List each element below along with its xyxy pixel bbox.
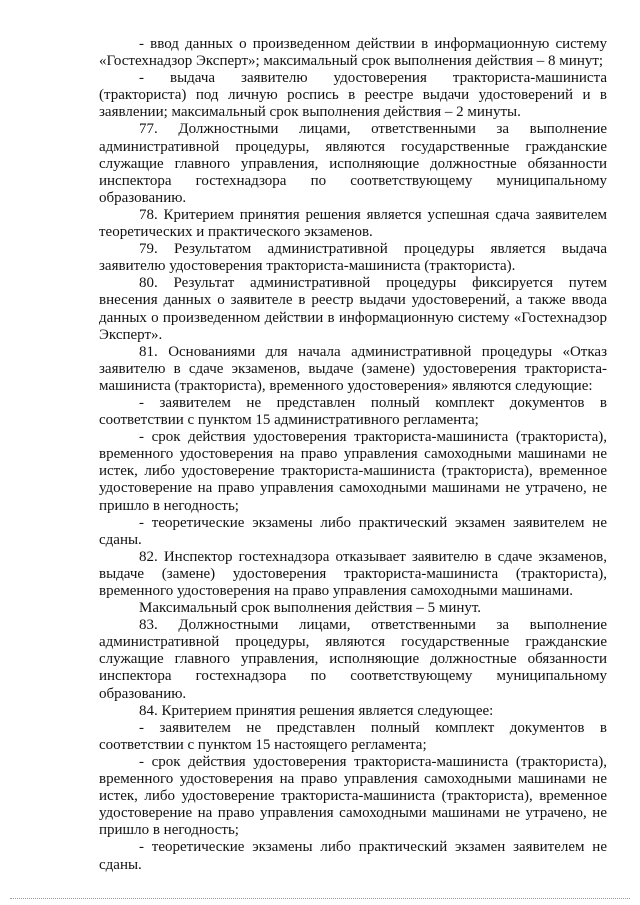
paragraph-84-bullet-validity: - срок действия удостоверения тракториста-машиниста (тракториста), временного удостоверения на право управления самоходными машинами не истек, либо удостоверение тракториста-машиниста (тракториста), временное удостоверение на право управления самоходными машинами не утрачено, не пришло в негодность;	[99, 753, 607, 839]
document-page	[99, 36, 607, 874]
paragraph-bullet-data-entry: - ввод данных о произведенном действии в информационную систему «Гостехнадзор Эксперт»; максимальный срок выполнения действия – 8 минут;	[99, 36, 607, 70]
paragraph-81: 81. Основаниями для начала административной процедуры «Отказ заявителю в сдаче экзаменов, выдаче (замене) удостоверения тракториста-машиниста (тракториста), временного удостоверения» являются следующие:	[99, 343, 607, 394]
paragraph-84-bullet-documents: - заявителем не представлен полный комплект документов в соответствии с пунктом 15 настоящего регламента;	[99, 719, 607, 753]
paragraph-82: 82. Инспектор гостехнадзора отказывает заявителю в сдаче экзаменов, выдаче (замене) удостоверения тракториста-машиниста (тракториста), временного удостоверения на право управления самоходными машинами.	[99, 548, 607, 599]
paragraph-82-max-time: Максимальный срок выполнения действия – 5 минут.	[139, 600, 482, 617]
paragraph-79: 79. Результатом административной процедуры является выдача заявителю удостоверения тракториста-машиниста (тракториста).	[99, 241, 607, 275]
paragraph-77: 77. Должностными лицами, ответственными за выполнение административной процедуры, являются государственные гражданские служащие главного управления, исполняющие должностные обязанности инспектора гостехнадзора по соответствующему муниципальному образованию.	[99, 121, 607, 206]
paragraph-bullet-issue-license: - выдача заявителю удостоверения тракториста-машиниста (тракториста) под личную роспись в реестре выдачи удостоверений и в заявлении; максимальный срок выполнения действия – 2 минуты.	[99, 70, 607, 121]
paragraph-81-bullet-exams: - теоретические экзамены либо практический экзамен заявителем не сданы.	[99, 514, 607, 548]
paragraph-80: 80. Результат административной процедуры фиксируется путем внесения данных о заявителе в реестр выдачи удостоверений, а также ввода данных о произведенном действии в информационную систему «Гостехнадзор Эксперт».	[99, 275, 607, 343]
paragraph-78: 78. Критерием принятия решения является успешная сдача заявителем теоретических и практического экзаменов.	[99, 206, 607, 241]
paragraph-81-bullet-documents: - заявителем не представлен полный комплект документов в соответствии с пунктом 15 административного регламента;	[99, 394, 607, 429]
paragraph-81-bullet-validity: - срок действия удостоверения тракториста-машиниста (тракториста), временного удостоверения на право управления самоходными машинами не истек, либо удостоверение тракториста-машиниста (тракториста), временное удостоверение на право управления самоходными машинами не утрачено, не пришло в негодность;	[99, 429, 607, 514]
paragraph-84: 84. Критерием принятия решения является следующее:	[139, 702, 494, 719]
page-bottom-divider	[10, 898, 630, 899]
paragraph-84-bullet-exams: - теоретические экзамены либо практический экзамен заявителем не сданы.	[99, 839, 607, 873]
paragraph-83: 83. Должностными лицами, ответственными за выполнение административной процедуры, являются государственные гражданские служащие главного управления, исполняющие должностные обязанности инспектора гостехнадзора по соответствующему муниципальному образованию.	[99, 617, 607, 702]
